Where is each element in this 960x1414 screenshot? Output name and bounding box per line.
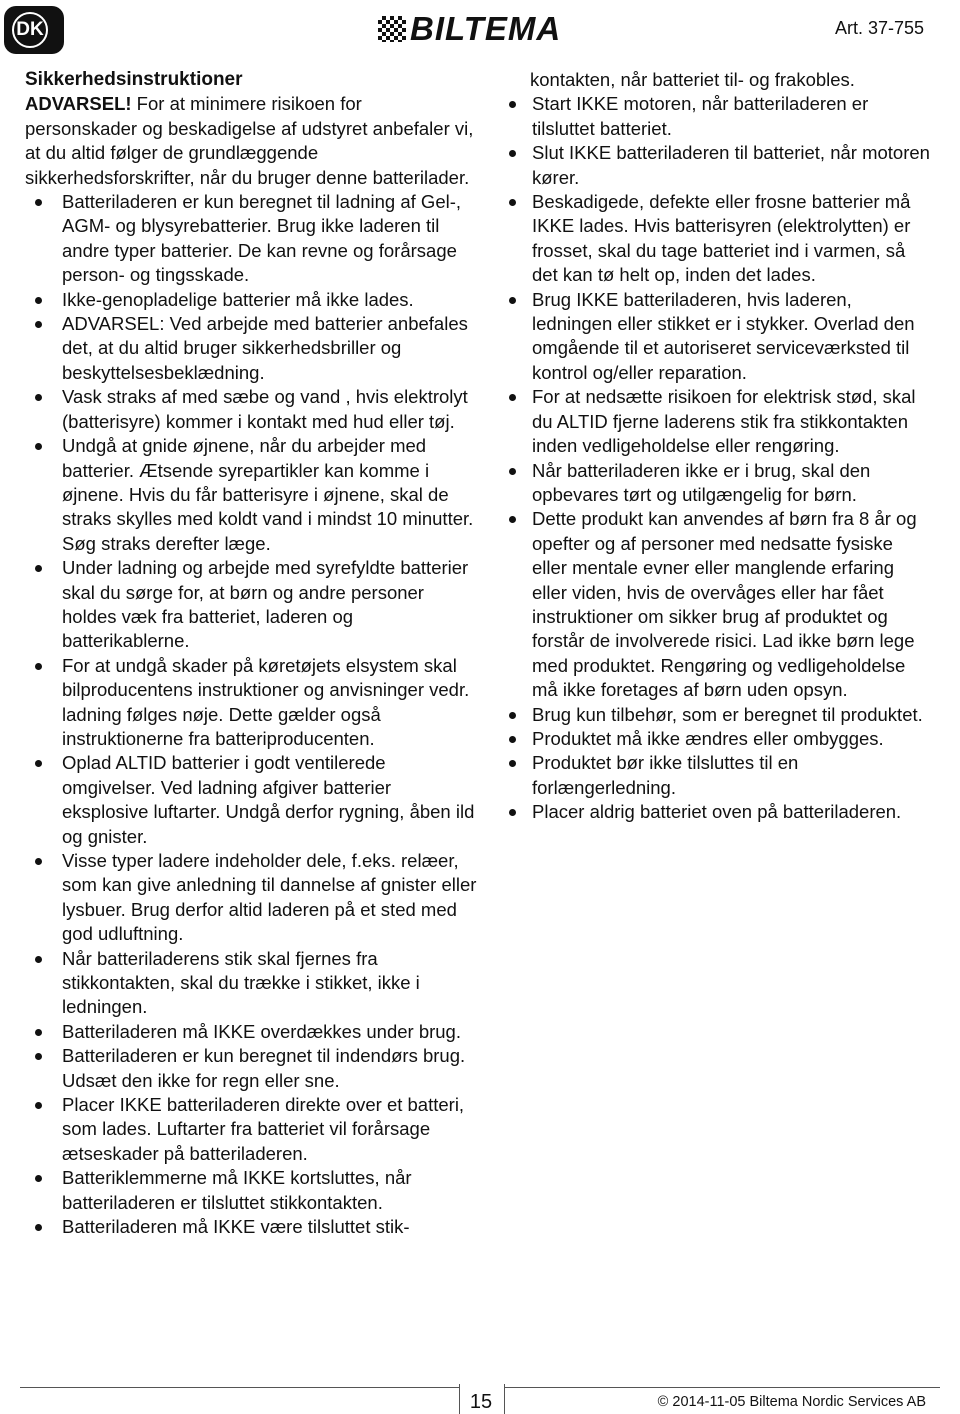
list-item: Visse typer ladere indeholder dele, f.eks. relæer, som kan give anledning til dannelse af gnister eller lysbuer. Brug derfor altid laderen på et sted med god udluftning. (25, 849, 477, 947)
list-item: Beskadigede, defekte eller frosne batterier må IKKE lades. Hvis batterisyren (elektrolytten) er frosset, skal du tage batteriet ind i varmen, så det kan tø helt op, inden det lades. (508, 190, 933, 288)
page-number: 15 (469, 1391, 493, 1413)
list-item: Slut IKKE batteriladeren til batteriet, når motoren kører. (508, 141, 933, 190)
list-item: Batteriladeren må IKKE være tilsluttet stik- (25, 1215, 477, 1239)
copyright-notice: © 2014-11-05 Biltema Nordic Services AB (657, 1394, 926, 1410)
list-item: Oplad ALTID batterier i godt ventilerede omgivelser. Ved ladning afgiver batterier eksplosive luftarter. Undgå derfor rygning, åben ild og gnister. (25, 751, 477, 849)
safety-list-left (25, 190, 477, 1239)
language-badge (4, 6, 64, 54)
list-item: Batteriladeren må IKKE overdækkes under brug. (25, 1020, 477, 1044)
list-item: Produktet bør ikke tilsluttes til en forlængerledning. (508, 751, 933, 800)
brand-name: BILTEMA (410, 10, 562, 47)
list-item: Batteriklemmerne må IKKE kortsluttes, når batteriladeren er tilsluttet stikkontakten. (25, 1166, 477, 1215)
list-item: Batteriladeren er kun beregnet til indendørs brug. Udsæt den ikke for regn eller sne. (25, 1044, 477, 1093)
list-item: Ikke-genopladelige batterier må ikke lades. (25, 288, 477, 312)
list-item: ADVARSEL: Ved arbejde med batterier anbefales det, at du altid bruger sikkerhedsbriller og beskyttelsesbeklædning. (25, 312, 477, 385)
list-item: Når batteriladeren ikke er i brug, skal den opbevares tørt og utilgængelig for børn. (508, 459, 933, 508)
list-item: Dette produkt kan anvendes af børn fra 8 år og opefter og af personer med nedsatte fysiske eller mentale evner eller manglende erfaring eller viden, hvis de overvåges eller har fået instruktioner om sikker brug af produktet og forstår de involverede risici. Lad ikke børn lege med produktet. Rengøring og vedligeholdelse må ikke foretages af børn uden opsyn. (508, 507, 933, 702)
intro-paragraph (25, 92, 477, 190)
list-item: Vask straks af med sæbe og vand , hvis elektrolyt (batterisyre) kommer i kontakt med hud eller tøj. (25, 385, 477, 434)
list-item: Brug IKKE batteriladeren, hvis laderen, ledningen eller stikket er i stykker. Overlad den omgående til et autoriseret serviceværksted til kontrol og/eller reparation. (508, 288, 933, 386)
list-item: Brug kun tilbehør, som er beregnet til produktet. (508, 703, 933, 727)
list-item: Undgå at gnide øjnene, når du arbejder med batterier. Ætsende syrepartikler kan komme i øjnene. Hvis du får batterisyre i øjnene, skal de straks skylles med koldt vand i mindst 10 minutter. Søg straks derefter læge. (25, 434, 477, 556)
list-item: Under ladning og arbejde med syrefyldte batterier skal du sørge for, at børn og andre personer holdes væk fra batteriet, laderen og batterikablerne. (25, 556, 477, 654)
list-item: Start IKKE motoren, når batteriladeren er tilsluttet batteriet. (508, 92, 933, 141)
checkered-flag-icon (378, 16, 406, 42)
list-item: For at nedsætte risikoen for elektrisk stød, skal du ALTID fjerne laderens stik fra stikkontakten inden vedligeholdelse eller rengøring. (508, 385, 933, 458)
section-heading: Sikkerhedsinstruktioner (25, 69, 243, 90)
language-code: DK (16, 19, 44, 40)
continued-text: kontakten, når batteriet til- og frakobles. (530, 69, 855, 90)
safety-list-right (508, 92, 933, 824)
right-column (508, 68, 933, 825)
page-header (0, 0, 960, 62)
brand-logo (378, 10, 584, 47)
list-item: For at undgå skader på køretøjets elsystem skal bilproducentens instruktioner og anvisninger vedr. ladning følges nøje. Dette gælder også instruktionerne fra batteriproducenten. (25, 654, 477, 752)
list-item: Produktet må ikke ændres eller ombygges. (508, 727, 933, 751)
list-item: Når batteriladerens stik skal fjernes fra stikkontakten, skal du trække i stikket, ikke i ledningen. (25, 947, 477, 1020)
list-item: Batteriladeren er kun beregnet til ladning af Gel-, AGM- og blysyrebatterier. Brug ikke laderen til andre typer batterier. De kan revne og forårsage person- og tingsskade. (25, 190, 477, 288)
intro-text: For at minimere risikoen for personskader og beskadigelse af udstyret anbefaler vi, at du altid følger de grundlæggende sikkerhedsforskrifter, når du bruger denne batterilader. (25, 93, 474, 188)
list-item: Placer aldrig batteriet oven på batteriladeren. (508, 800, 933, 824)
warning-label: ADVARSEL! (25, 93, 132, 115)
list-item: Placer IKKE batteriladeren direkte over et batteri, som lades. Luftarter fra batteriet vil forårsage ætseskader på batteriladeren. (25, 1093, 477, 1166)
article-number: Art. 37-755 (834, 18, 924, 38)
left-column (25, 66, 477, 1240)
